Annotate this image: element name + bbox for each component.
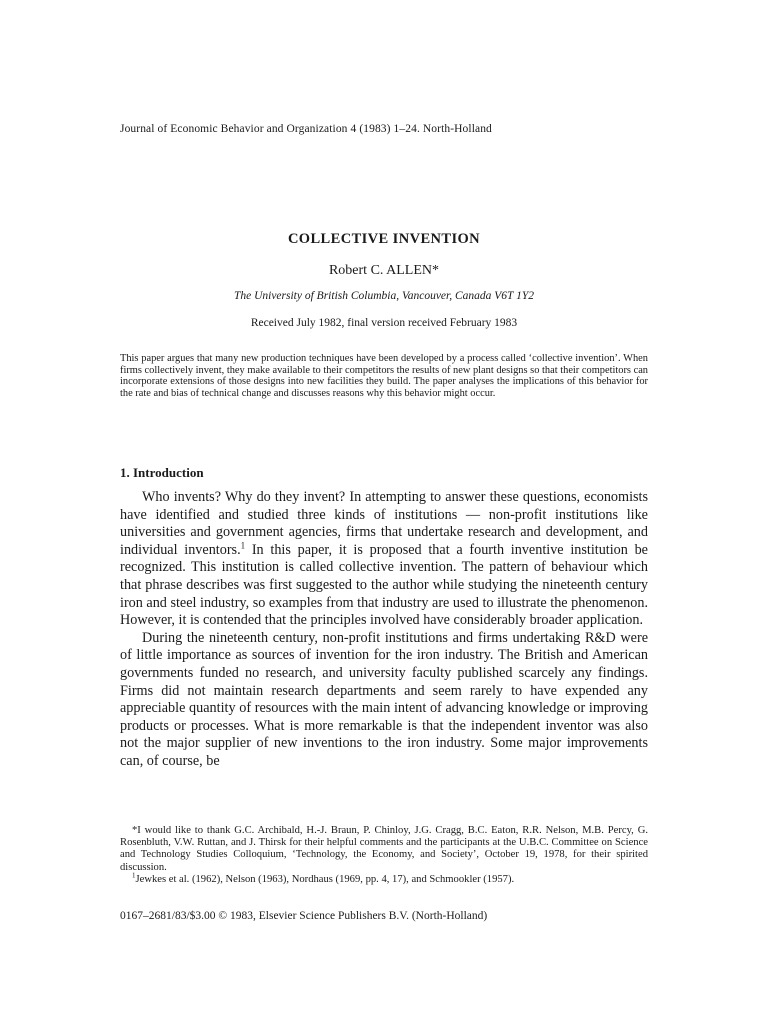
article-author: Robert C. ALLEN* [328, 263, 440, 278]
footnote-1-text: Jewkes et al. (1962), Nelson (1963), Nordhaus (1969, pp. 4, 17), and Schmookler (1957). [135, 873, 515, 885]
paragraph-2: During the nineteenth century, non-profit institutions and firms undertaking R&D were of little importance as sources of invention for the iron industry. The British and American governments funded no research, and university faculty published scarcely any findings. Firms did not maintain research departments and seem rarely to have expended any appreciable quantity of resources with the main intent of advancing knowledge or improving products or processes. What is more remarkable is that the independent inventor was also not the major supplier of new inventions to the iron industry. Some major improvements can, of course, be [120, 629, 648, 769]
footnote-1-mark: 1 [132, 871, 136, 880]
abstract: This paper argues that many new production techniques have been developed by a process called ‘collective invention’. When firms collectively invent, they make available to their competitors the results of new plant designs so that their competitors can incorporate extensions of those designs into new facilities they build. The paper analyses the implications of this behavior for the rate and bias of technical change and discusses reasons why this behavior might occur. [120, 353, 648, 400]
footnote-acknowledgement: *I would like to thank G.C. Archibald, H.-J. Braun, P. Chinloy, J.G. Cragg, B.C. Eaton, R.R. Nelson, M.B. Percy, G. Rosenbluth, V.W. Ruttan, and J. Thirsk for their helpful comments and the participants at the U.B.C. Committee on Science and Technology Studies Colloquium, ‘Technology, the Economy, and Society’, October 19, 1978, for their spirited discussion. [120, 825, 648, 873]
paragraph-1 [120, 489, 648, 630]
received-dates: Received July 1982, final version received February 1983 [250, 317, 518, 329]
footnotes [120, 825, 648, 886]
paragraph-1-part-b: In this paper, it is proposed that a fourth inventive institution be recognized. This institution is called collective invention. The pattern of behaviour which that phrase describes was first suggested to the author while studying the nineteenth century iron and steel industry, so examples from that industry are used to illustrate the phenomenon. However, it is contended that the principles involved have considerably broader application. [120, 541, 648, 629]
footnote-ref-1[interactable]: 1 [240, 540, 246, 551]
section-heading: 1. Introduction [120, 465, 204, 480]
footnote-1 [120, 871, 648, 886]
paragraph-1-part-a: Who invents? Why do they invent? In attempting to answer these questions, economists have identified and studied three kinds of institutions — non-profit institutions like universities and government agencies, firms that undertake research and development, and individual inventors. [120, 489, 648, 558]
author-affiliation: The University of British Columbia, Vancouver, Canada V6T 1Y2 [233, 290, 535, 302]
journal-citation: Journal of Economic Behavior and Organization 4 (1983) 1–24. North-Holland [120, 123, 492, 135]
body-text [120, 489, 648, 771]
copyright-line: 0167–2681/83/$3.00 © 1983, Elsevier Science Publishers B.V. (North-Holland) [120, 910, 488, 922]
article-title: COLLECTIVE INVENTION [287, 231, 481, 247]
